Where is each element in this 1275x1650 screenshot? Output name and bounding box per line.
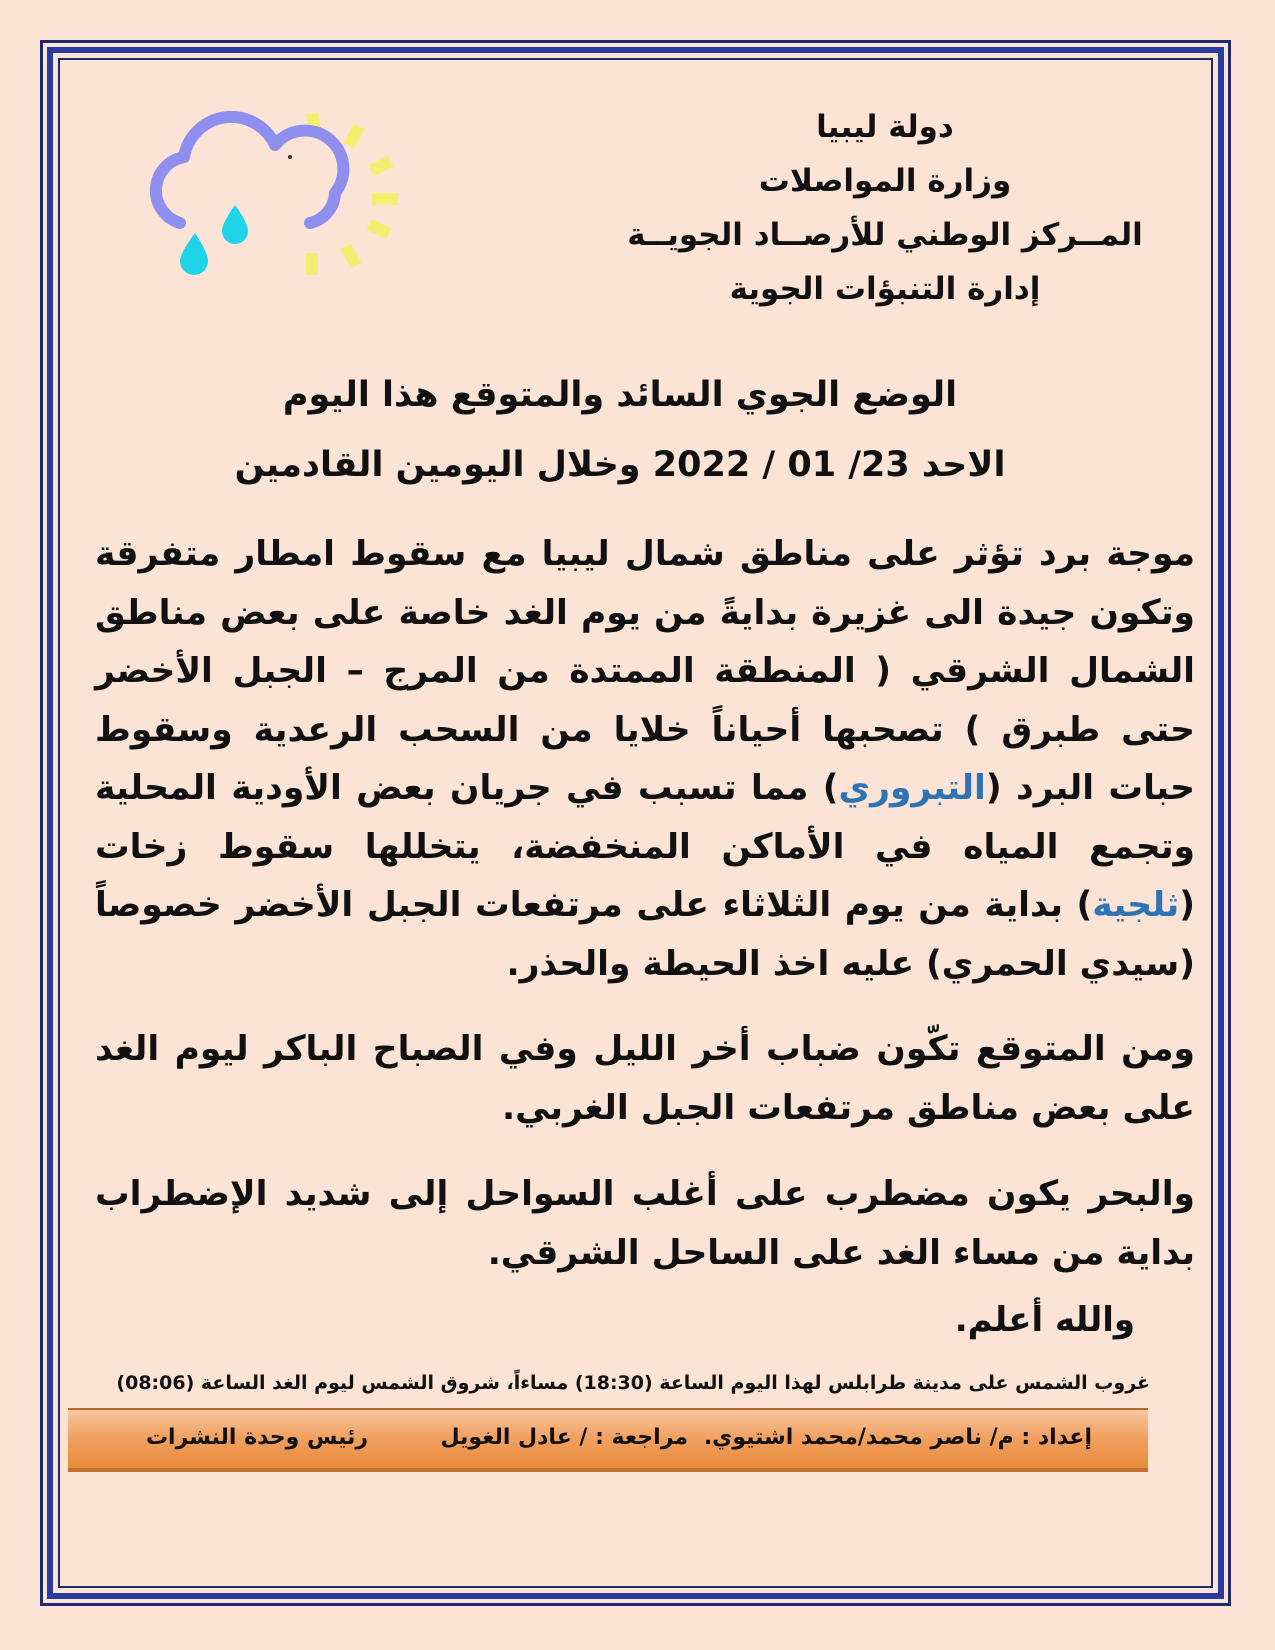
center-name: المــركز الوطني للأرصــاد الجويــة: [627, 217, 1143, 253]
forecast-paragraph-2: ومن المتوقع تكّون ضباب أخر الليل وفي الصباح الباكر ليوم الغد على بعض مناطق مرتفعات الجبل الغربي.: [95, 1029, 1195, 1128]
title-line-2: الاحد 23/ 01 / 2022 وخلال اليومين القادمين: [234, 445, 1006, 485]
closing-phrase: والله أعلم.: [954, 1300, 1135, 1340]
credits-bar: [68, 1408, 1148, 1472]
highlight-hail: التبروري: [838, 768, 986, 808]
reviewed-by: مراجعة : / عادل الغويل: [440, 1425, 688, 1450]
bulletin-title: [200, 360, 1040, 500]
forecast-paragraph-3: والبحر يكون مضطرب على أغلب السواحل إلى شديد الإضطراب بداية من مساء الغد على الساحل الشرقي.: [95, 1174, 1195, 1273]
ministry-name: وزارة المواصلات: [758, 163, 1012, 199]
title-line-1: الوضع الجوي السائد والمتوقع هذا اليوم: [282, 375, 958, 415]
cloud-rain-sun-icon: [140, 105, 410, 295]
highlight-snow: ثلجية: [1092, 885, 1180, 925]
para1-text-b: ) مما تسبب في جريان بعض الأودية المحلية وتجمع المياه في الأماكن المنخفضة، يتخللها سقوط زخات (: [95, 768, 1195, 925]
unit-head: رئيس وحدة النشرات: [145, 1425, 368, 1450]
para1-text-c: ) بداية من يوم الثلاثاء على مرتفعات الجبل الأخضر خصوصاً (سيدي الحمري) عليه اخذ الحيطة والحذر.: [95, 885, 1195, 984]
country-name: دولة ليبيا: [816, 109, 954, 145]
sunset-sunrise-note: غروب الشمس على مدينة طرابلس لهذا اليوم الساعة (18:30) مساءاً، شروق الشمس ليوم الغد الساعة (08:06): [116, 1372, 1150, 1394]
prepared-by: إعداد : م/ ناصر محمد/محمد اشتيوي.: [703, 1425, 1092, 1450]
forecast-paragraph-1: [95, 525, 1195, 993]
letterhead: [615, 100, 1155, 316]
department-name: إدارة التنبؤات الجوية: [729, 271, 1041, 307]
para1-text-a: موجة برد تؤثر على مناطق شمال ليبيا مع سقوط امطار متفرقة وتكون جيدة الى غزيرة بدايةً من يوم الغد خاصة على بعض مناطق الشمال الشرقي ( المنطقة الممتدة من المرج – الجبل الأخضر حتى طبرق ) تصحبها أحياناً خلايا من السحب الرعدية وسقوط حبات البرد (: [95, 534, 1195, 808]
